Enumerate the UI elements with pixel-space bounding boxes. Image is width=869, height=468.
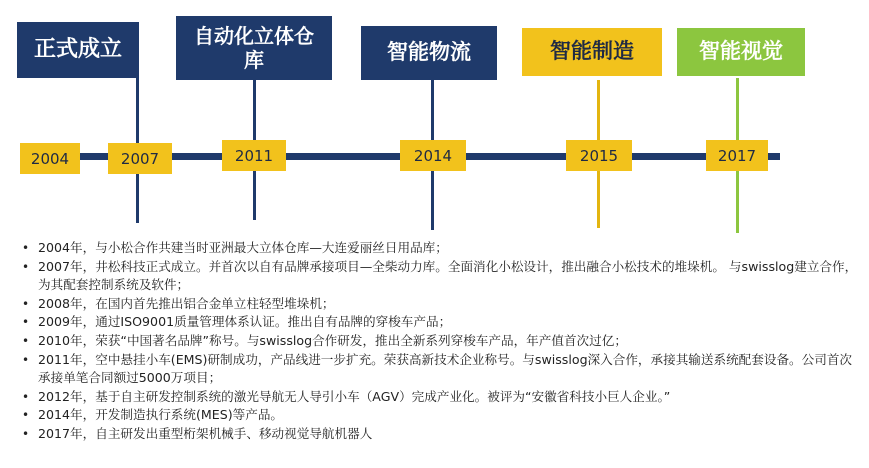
milestone-header-asrs: [176, 16, 332, 80]
list-item: • 2017年，自主研发出重型桁架机械手、移动视觉导航机器人: [22, 425, 862, 444]
milestone-header-founded: [17, 22, 139, 78]
milestone-header-vision: [677, 28, 805, 76]
milestone-header-label: 智能视觉: [699, 39, 783, 64]
milestone-header-label: 自动化立体仓库: [194, 24, 314, 72]
bullet-icon: •: [22, 259, 30, 274]
bullet-icon: •: [22, 426, 30, 441]
milestone-header-logistics: [361, 26, 497, 80]
bullet-icon: •: [22, 389, 30, 404]
milestone-header-manufacturing: [522, 28, 662, 76]
milestone-header-label: 智能制造: [550, 39, 634, 64]
year-label: 2011: [222, 140, 286, 171]
year-label: 2004: [20, 143, 80, 174]
year-label: 2015: [566, 140, 632, 171]
bullet-icon: •: [22, 315, 30, 330]
bullet-icon: •: [22, 296, 30, 311]
list-item: • 2011年，空中悬挂小车(EMS)研制成功，产品线进一步扩充。荣获高新技术企业称号。与swisslog深入合作，承接其输送系统配套设备。公司首次承接单笔合同额过5000万项目；: [22, 351, 853, 386]
history-notes-list: [22, 239, 862, 444]
list-item: • 2012年，基于自主研发控制系统的激光导航无人导引小车（AGV）完成产业化。被评为“安徽省科技小巨人企业。”: [22, 388, 862, 407]
bullet-icon: •: [22, 352, 30, 367]
list-item: • 2010年，荣获“中国著名品牌”称号。与swisslog合作研发，推出全新系列穿梭车产品，年产值首次过亿；: [22, 332, 862, 351]
year-label: 2017: [706, 140, 768, 171]
year-label: 2014: [400, 140, 466, 171]
bullet-icon: •: [22, 408, 30, 423]
bullet-icon: •: [22, 333, 30, 348]
bullet-icon: •: [22, 241, 30, 255]
year-label: 2007: [108, 143, 172, 174]
milestone-header-label: 正式成立: [33, 36, 122, 62]
milestone-header-label: 智能物流: [387, 40, 471, 65]
list-item: • 2014年，开发制造执行系统(MES)等产品。: [22, 406, 862, 425]
list-item: • 2009年，通过ISO9001质量管理体系认证。推出自有品牌的穿梭车产品；: [22, 313, 862, 332]
list-item: • 2008年，在国内首先推出铝合金单立柱轻型堆垛机；: [22, 295, 862, 314]
list-item: • 2007年，井松科技正式成立。并首次以自有品牌承接项目—全柴动力库。全面消化小松设计，推出融合小松技术的堆垛机。 与swisslog建立合作，为其配套控制系统及软件；: [22, 258, 858, 293]
list-item: • 2004年，与小松合作共建当时亚洲最大立体仓库—大连爱丽丝日用品库；: [22, 239, 862, 258]
